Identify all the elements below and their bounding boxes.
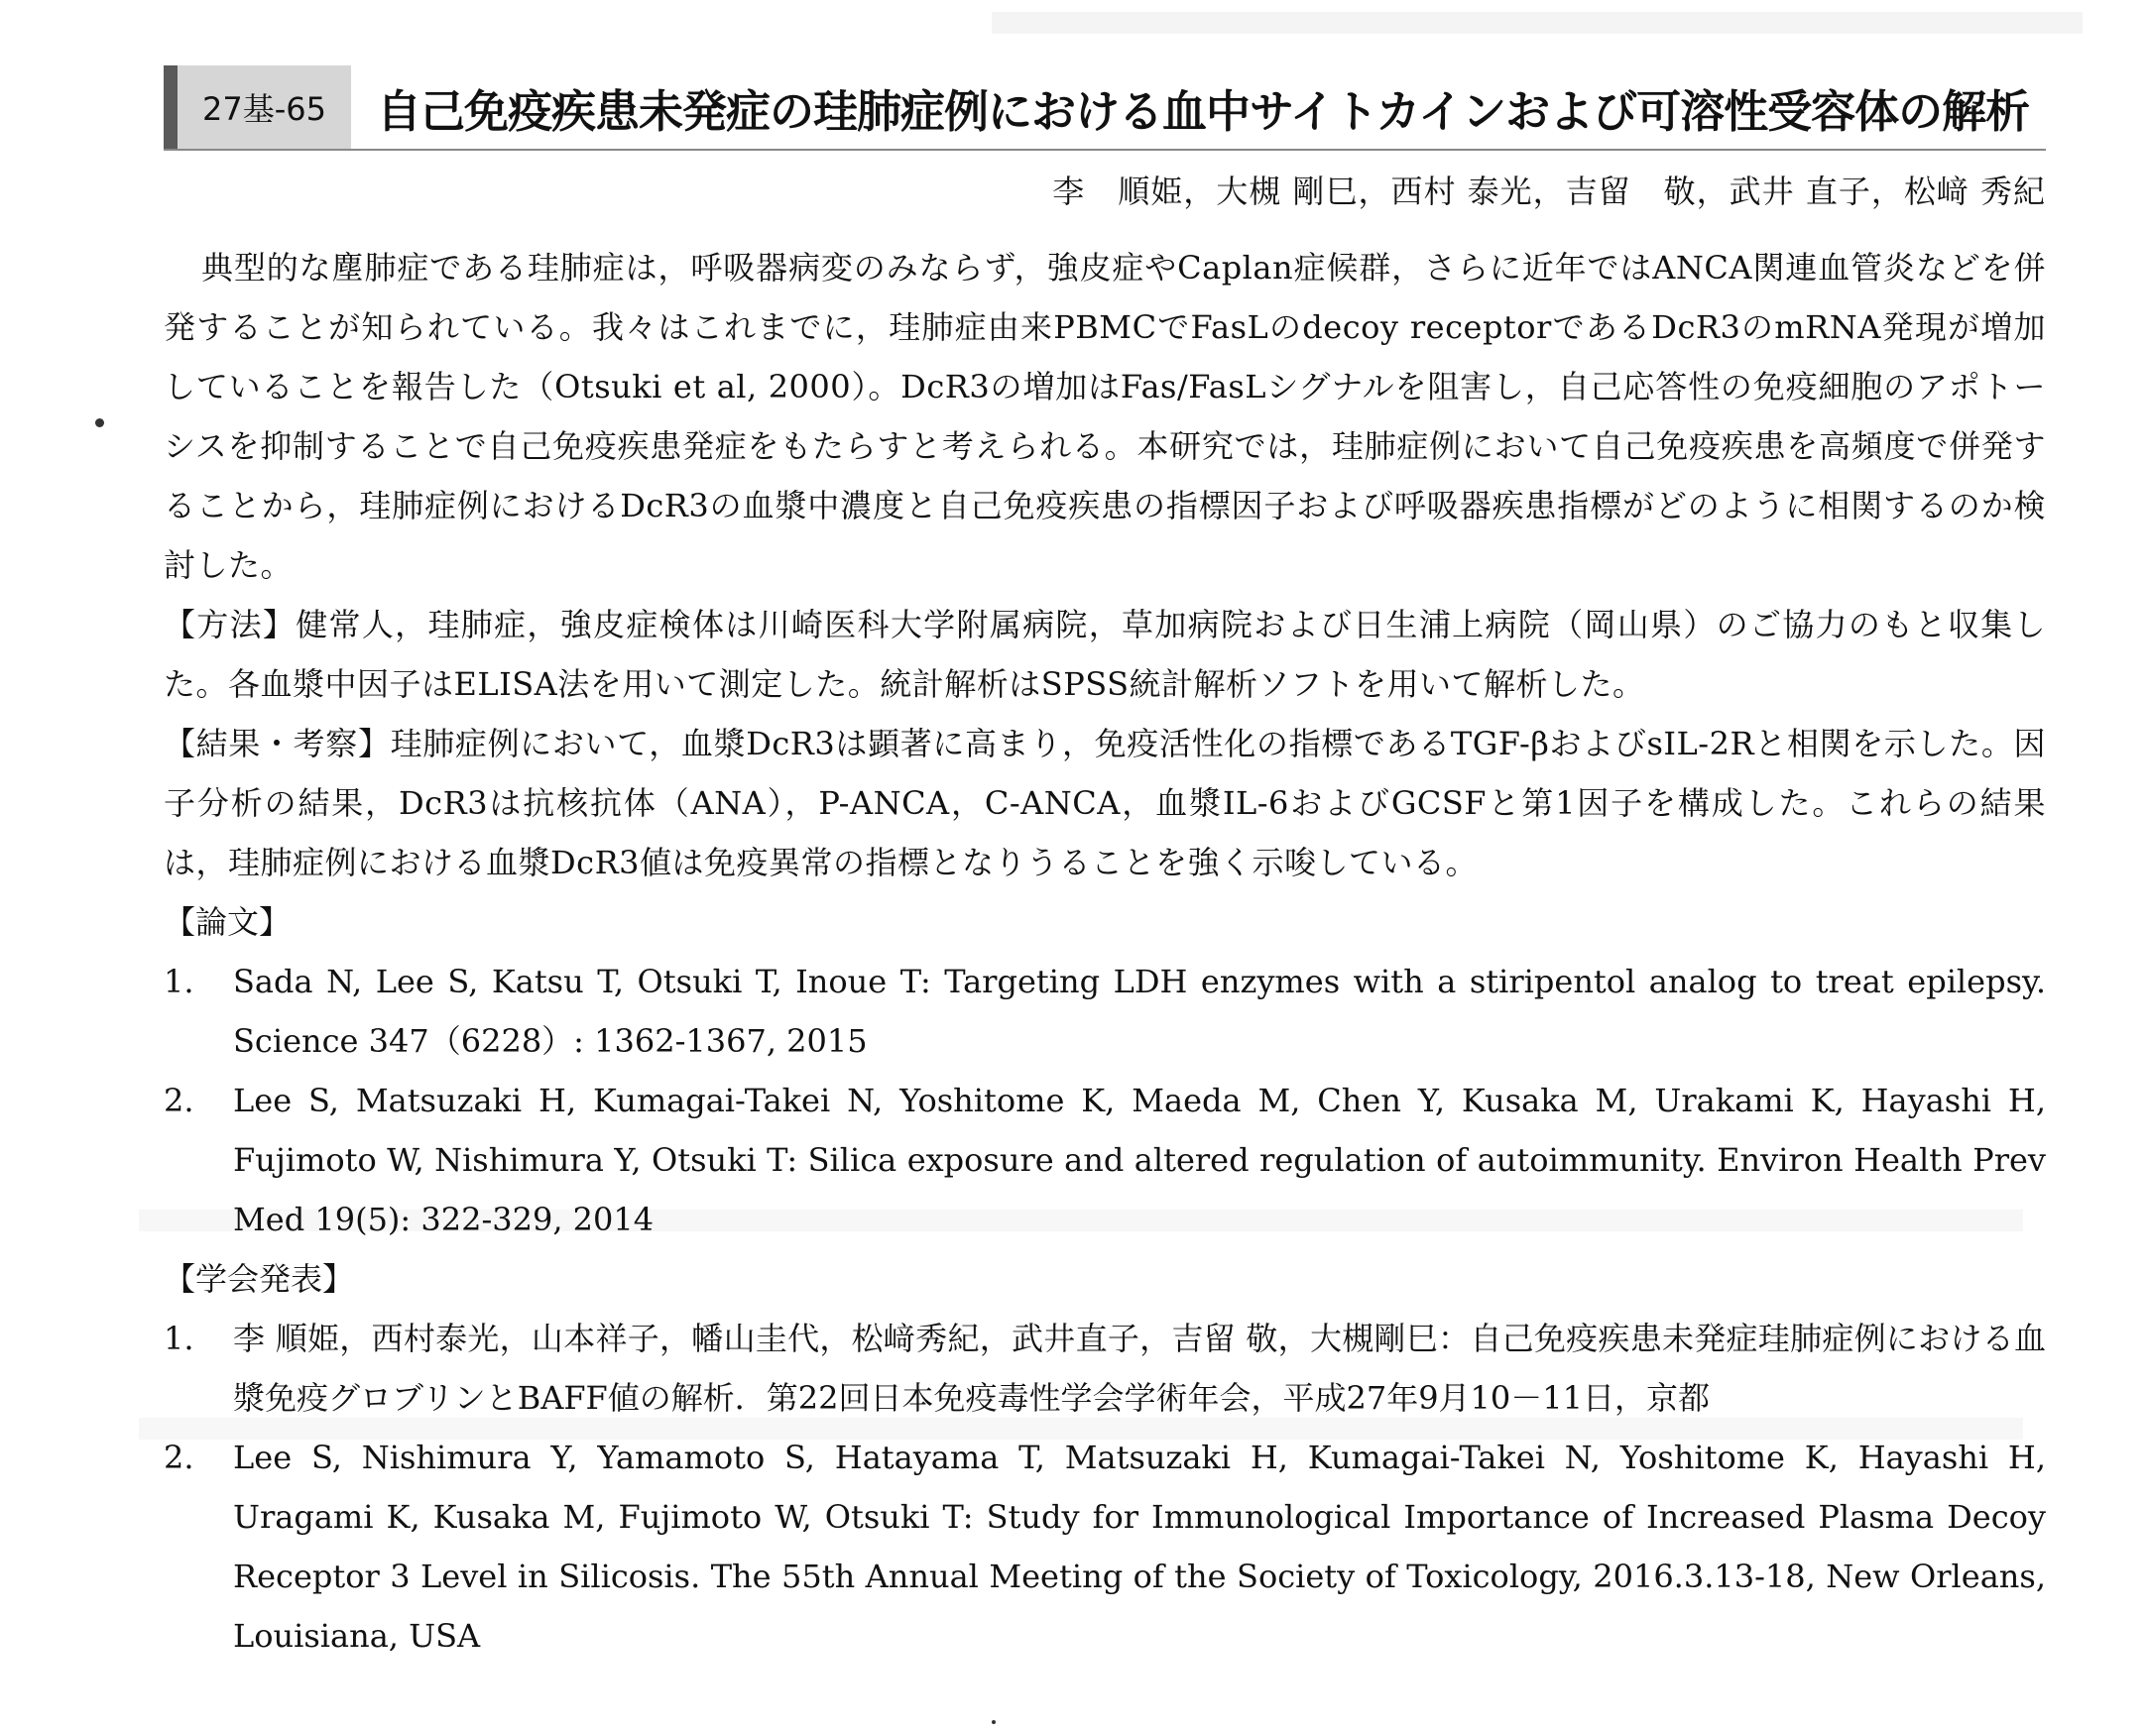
- presentation-citation: 李 順姫，西村泰光，山本祥子，幡山圭代，松﨑秀紀，武井直子，吉留 敬，大槻剛巳：自己免疫疾患未発症珪肺症例における血漿免疫グロブリンとBAFF値の解析．第22回日本免疫毒性学会学術年会，平成27年9月10－11日，京都: [233, 1320, 2046, 1417]
- paper-number: 1.: [164, 963, 194, 1000]
- paper-citation: Lee S, Matsuzaki H, Kumagai-Takei N, Yoshitome K, Maeda M, Chen Y, Kusaka M, Urakami K, Hayashi H, Fujimoto W, Nishimura Y, Otsuki T: Silica exposure and altered regulation of autoimmunity. Environ Health Prev Med 19(5): 322-329, 2014: [233, 1082, 2046, 1238]
- article-body: [164, 238, 2046, 1666]
- presentations-heading: 【学会発表】: [164, 1260, 355, 1298]
- intro-paragraph: 典型的な塵肺症である珪肺症は，呼吸器病変のみならず，強皮症やCaplan症候群，さらに近年ではANCA関連血管炎などを併発することが知られている。我々はこれまでに，珪肺症由来PBMCでFasLのdecoy receptorであるDcR3のmRNA発現が増加していることを報告した（Otsuki et al, 2000）。DcR3の増加はFas/FasLシグナルを阻害し，自己応答性の免疫細胞のアポトーシスを抑制することで自己免疫疾患発症をもたらすと考えられる。本研究では，珪肺症例において自己免疫疾患を高頻度で併発することから，珪肺症例におけるDcR3の血漿中濃度と自己免疫疾患の指標因子および呼吸器疾患指標がどのように相関するのか検討した。: [164, 249, 2046, 584]
- presentation-item: [164, 1309, 2046, 1428]
- paper-citation: Sada N, Lee S, Katsu T, Otsuki T, Inoue T: Targeting LDH enzymes with a stiripentol analog to treat epilepsy. Science 347（6228）: 1362-1367, 2015: [233, 963, 2046, 1060]
- author-list: 李 順姫，大槻 剛巳，西村 泰光，吉留 敬，武井 直子，松﨑 秀紀: [1052, 173, 2046, 210]
- results-paragraph: 【結果・考察】珪肺症例において，血漿DcR3は顕著に高まり，免疫活性化の指標であるTGF-βおよびsIL-2Rと相関を示した。因子分析の結果，DcR3は抗核抗体（ANA），P-ANCA，C-ANCA，血漿IL-6およびGCSFと第1因子を構成した。これらの結果は，珪肺症例における血漿DcR3値は免疫異常の指標となりうることを強く示唆している。: [164, 725, 2046, 881]
- article-title: 自己免疫疾患未発症の珪肺症例における血中サイトカインおよび可溶性受容体の解析: [377, 84, 2030, 138]
- paper-item: [164, 952, 2046, 1071]
- presentation-item: [164, 1428, 2046, 1666]
- header-divider: [164, 149, 2046, 151]
- scan-speck: [992, 1720, 996, 1724]
- methods-paragraph: 【方法】健常人，珪肺症，強皮症検体は川崎医科大学附属病院，草加病院および日生浦上病院（岡山県）のご協力のもと収集した。各血漿中因子はELISA法を用いて測定した。統計解析はSPSS統計解析ソフトを用いて解析した。: [164, 606, 2046, 703]
- paper-item: [164, 1071, 2046, 1249]
- papers-heading: 【論文】: [164, 903, 292, 941]
- presentation-citation: Lee S, Nishimura Y, Yamamoto S, Hatayama T, Matsuzaki H, Kumagai-Takei N, Yoshitome K, Hayashi H, Uragami K, Kusaka M, Fujimoto W, Otsuki T: Study for Immunological Importance of Increased Plasma Decoy Receptor 3 Level in Silicosis. The 55th Annual Meeting of the Society of Toxicology, 2016.3.13-18, New Orleans, Louisiana, USA: [233, 1439, 2046, 1655]
- article-header: [164, 65, 2046, 149]
- presentation-number: 2.: [164, 1439, 194, 1476]
- article-id: 27基-65: [178, 65, 351, 149]
- paper-number: 2.: [164, 1082, 194, 1119]
- presentation-number: 1.: [164, 1320, 194, 1357]
- bleed-through-shadow: [992, 12, 2083, 34]
- header-marker: [164, 65, 178, 149]
- scan-speck: [95, 418, 104, 427]
